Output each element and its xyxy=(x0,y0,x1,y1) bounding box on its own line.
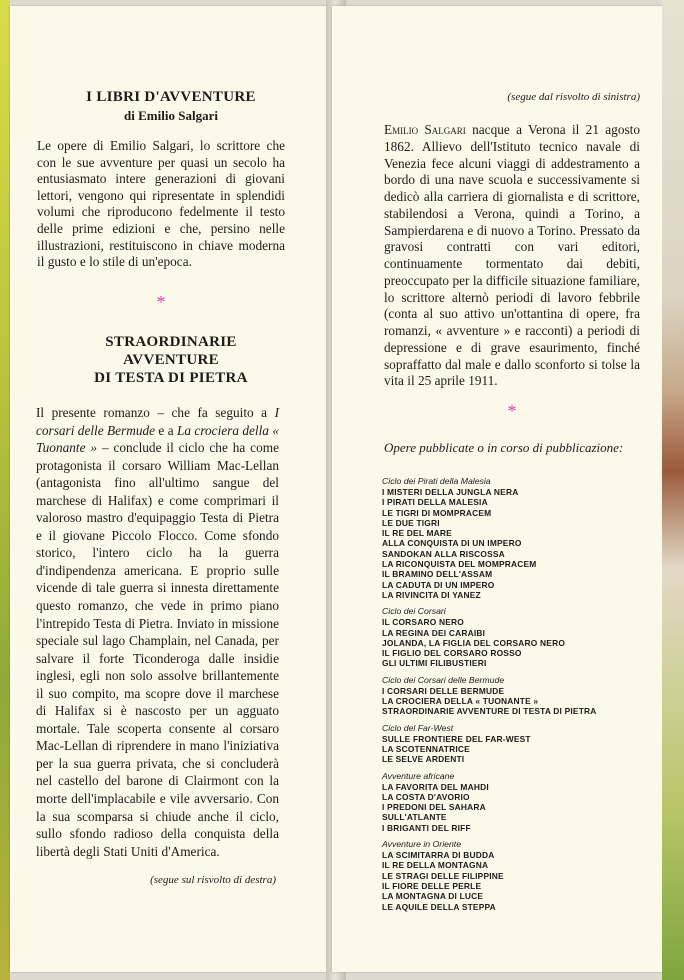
work-title: I BRIGANTI DEL RIFF xyxy=(382,822,471,833)
book-title-line-2: AVVENTURE xyxy=(123,352,219,368)
work-title: IL FIGLIO DEL CORSARO ROSSO xyxy=(382,648,522,659)
work-title: I PREDONI DEL SAHARA xyxy=(382,802,486,813)
work-title: STRAORDINARIE AVVENTURE DI TESTA DI PIETRA xyxy=(382,706,597,717)
author-name: Emilio Salgari xyxy=(384,122,466,137)
work-title: LA COSTA D'AVORIO xyxy=(382,791,470,802)
work-title: SULLE FRONTIERE DEL FAR-WEST xyxy=(382,733,531,744)
cycle-corsari xyxy=(382,606,652,668)
cycle-name: Ciclo del Far-West xyxy=(382,722,454,733)
cycle-avventure-oriente xyxy=(382,839,652,912)
cycle-name: Ciclo dei Pirati della Malesia xyxy=(382,476,491,486)
cycle-name: Ciclo dei Corsari delle Bermude xyxy=(382,674,505,685)
author-bio xyxy=(384,122,640,390)
work-title: LA FAVORITA DEL MAHDI xyxy=(382,781,489,792)
series-intro: Le opere di Emilio Salgari, lo scrittore che con le sue avventure per quasi un secolo ha entusiasmato intere generazioni di giovani lettori, vengono qui ripresentate in splendidi volumi che riproducono fedelmente il testo delle prime edizioni e che, persino nelle illustrazioni, restituiscono in chiave moderna il gusto e lo stile di un'epoca. xyxy=(37,138,285,270)
work-title: LE DUE TIGRI xyxy=(382,517,440,528)
book-edge-left xyxy=(0,0,10,980)
description-book-ref-1: I corsari delle Bermude xyxy=(36,405,279,438)
work-title: I MISTERI DELLA JUNGLA NERA xyxy=(382,487,519,497)
work-title: I CORSARI DELLE BERMUDE xyxy=(382,685,505,696)
work-title: ALLA CONQUISTA DI UN IMPERO xyxy=(382,538,522,549)
series-title: I LIBRI D'AVVENTURE xyxy=(86,89,256,105)
cycle-far-west xyxy=(382,723,652,765)
work-title: SULL'ATLANTE xyxy=(382,812,447,823)
work-title: IL CORSARO NERO xyxy=(382,617,464,628)
work-title: IL FIORE DELLE PERLE xyxy=(382,880,482,891)
works-list xyxy=(382,476,652,918)
continued-from-note: (segue dal risvolto di sinistra) xyxy=(507,91,640,103)
work-title: LA SCOTENNATRICE xyxy=(382,743,470,754)
work-title: LE SELVE ARDENTI xyxy=(382,754,465,765)
work-title: LA REGINA DEI CARAIBI xyxy=(382,627,486,638)
ornament-right: * xyxy=(507,401,517,421)
work-title: LA MONTAGNA DI LUCE xyxy=(382,891,484,902)
cycle-name: Avventure in Oriente xyxy=(382,839,462,850)
ornament-left: * xyxy=(156,292,166,312)
cycle-name: Avventure africane xyxy=(382,770,455,781)
description-text: – conclude il ciclo che ha come protagonista il corsaro William Mac-Lellan (antagonista fino all'ultimo sangue del marchese di Halifax) e come comprimari il valoroso mastro d'equipaggio Testa di Pietra e il giovane Piccolo Flocco. Come sfondo storico, l'intero ciclo ha la guerra d'indipendenza americana. E proprio sulle vicende di tale guerra si innesta direttamente questo romanzo, che vede in primo piano l'intrepido Testa di Pietra. Inviato in missione speciale sul lago Champlain, nel Canada, per salvare il forte Ticonderoga dalle insidie inglesi, egli non solo assolve brillantemente il suo compito, ma scopre dove il marchese di Halifax si è nascosto per un agguato mortale. Tale scoperta consente al corsaro Mac-Lellan di riprendere in mano l'iniziativa per la sua guerra privata, che si concluderà nel castello del barone di Clairmont con la morte dell'implacabile e vile avversario. Con la sua scomparsa si chiude anche il ciclo, sullo sfondo radioso della conquista della libertà degli Stati Uniti d'America. xyxy=(36,440,279,859)
work-title: IL RE DEL MARE xyxy=(382,528,452,539)
works-heading: Opere pubblicate o in corso di pubblicazione: xyxy=(384,440,624,455)
book-edge-right xyxy=(662,0,684,980)
work-title: JOLANDA, LA FIGLIA DEL CORSARO NERO xyxy=(382,637,566,648)
book-title-line-3: DI TESTA DI PIETRA xyxy=(94,370,248,386)
work-title: I PIRATI DELLA MALESIA xyxy=(382,497,488,508)
work-title: LA SCIMITARRA DI BUDDA xyxy=(382,850,495,861)
description-book-ref-2: La crociera della « Tuonante » xyxy=(36,422,279,456)
description-text: Il presente romanzo – che fa seguito a xyxy=(36,405,275,420)
work-title: LE TIGRI DI MOMPRACEM xyxy=(382,507,492,518)
work-title: IL RE DELLA MONTAGNA xyxy=(382,860,489,871)
work-title: LE STRAGI DELLE FILIPPINE xyxy=(382,870,504,881)
work-title: LA RIVINCITA DI YANEZ xyxy=(382,589,481,600)
cycle-corsari-bermude xyxy=(382,675,652,717)
work-title: LA CROCIERA DELLA « TUONANTE » xyxy=(382,696,539,707)
work-title: LA RICONQUISTA DEL MOMPRACEM xyxy=(382,559,537,570)
cycle-pirati-malesia xyxy=(382,476,652,600)
cycle-avventure-africane xyxy=(382,771,652,833)
work-title: SANDOKAN ALLA RISCOSSA xyxy=(382,548,505,559)
work-title: LE AQUILE DELLA STEPPA xyxy=(382,901,496,912)
book-description xyxy=(36,404,279,860)
series-author: di Emilio Salgari xyxy=(124,108,218,123)
work-title: IL BRAMINO DELL'ASSAM xyxy=(382,569,493,580)
cycle-name: Ciclo dei Corsari xyxy=(382,606,446,617)
book-title-line-1: STRAORDINARIE xyxy=(105,334,237,350)
work-title: GLI ULTIMI FILIBUSTIERI xyxy=(382,658,487,669)
description-text: e a xyxy=(155,422,177,438)
continued-note: (segue sul risvolto di destra) xyxy=(150,874,276,886)
bio-text: nacque a Verona il 21 agosto 1862. Allievo dell'Istituto tecnico navale di Venezia fece alcuni viaggi di addestramento a bordo di una nave scuola e successivamente si dedicò alla carriera di giornalista e di scrittore, stabilendosi a Verona, quindi a Torino, a Sampierdarena e di nuovo a Torino. Pressato da gravosi contratti con vari editori, continuamente tormentato dai debiti, preoccupato per la difficile situazione familiare, lo scrittore alternò periodi di lavoro febbrile (conta al suo attivo un'ottantina di opere, fra romanzi, « avventure » e racconti) a periodi di depressione e di grave esaurimento, finché sopraffatto dal male e dallo sconforto si tolse la vita il 25 aprile 1911. xyxy=(384,122,640,389)
work-title: LA CADUTA DI UN IMPERO xyxy=(382,579,495,590)
